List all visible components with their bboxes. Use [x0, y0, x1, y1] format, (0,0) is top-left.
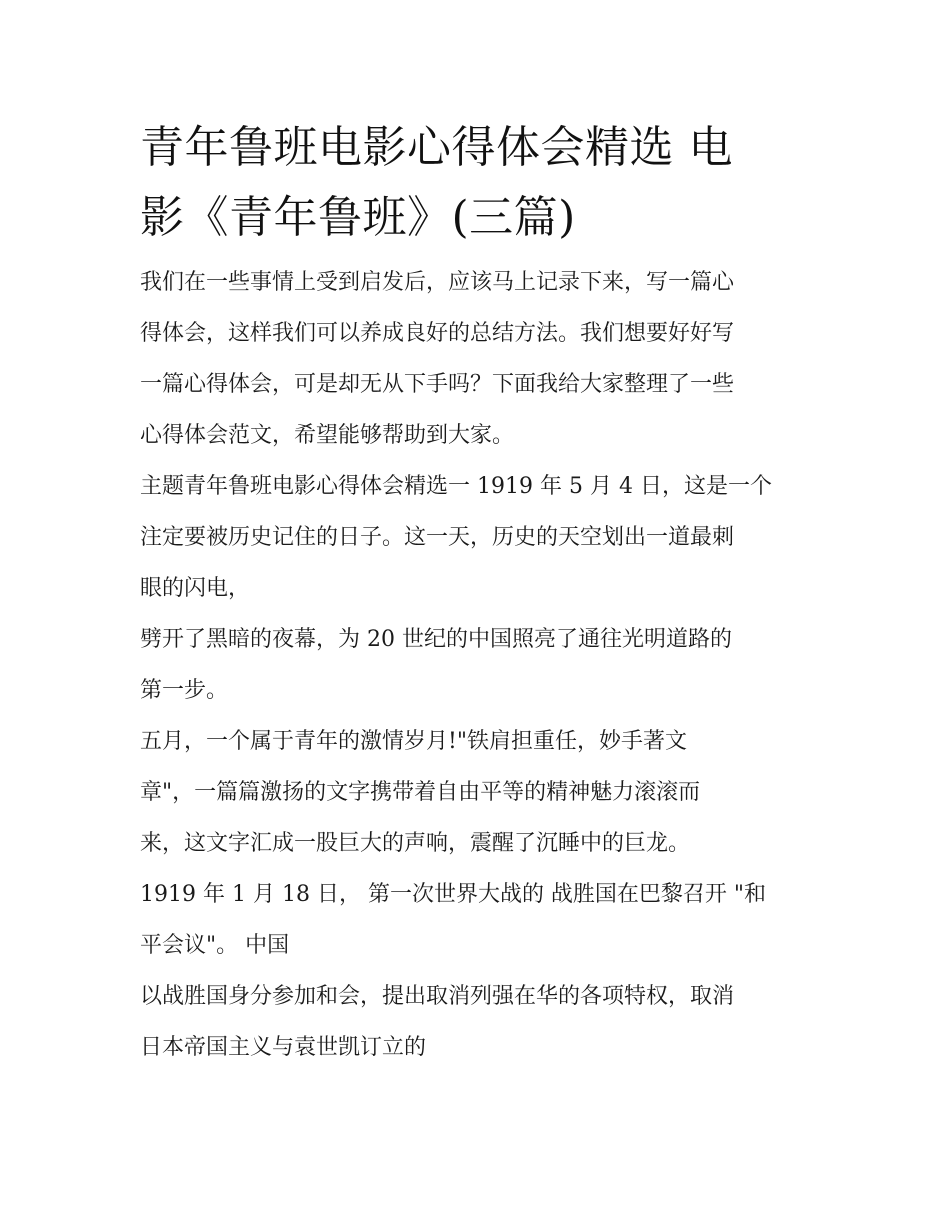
text-line: 注定要被历史记住的日子。这一天，历史的天空划出一道最刺: [140, 525, 735, 550]
text-line: 劈开了黑暗的夜幕，为 20 世纪的中国照亮了通往光明道路的: [140, 627, 732, 652]
text-line: 眼的闪电，: [140, 576, 251, 601]
document-content: [140, 113, 812, 1073]
text-line: 来，这文字汇成一股巨大的声响，震醒了沉睡中的巨龙。: [140, 831, 691, 856]
text-line: 1919 年 1 月 18 日， 第一次世界大战的 战胜国在巴黎召开 "和: [140, 882, 767, 907]
title-line-1: 青年鲁班电影心得体会精选 电: [140, 122, 733, 173]
text-line: 章"，一篇篇激扬的文字携带着自由平等的精神魅力滚滚而: [140, 780, 701, 805]
text-line: 五月，一个属于青年的激情岁月!"铁肩担重任，妙手著文: [140, 729, 687, 754]
text-line: 日本帝国主义与袁世凯订立的: [140, 1035, 427, 1060]
text-line: 心得体会范文，希望能够帮助到大家。: [140, 423, 515, 448]
text-line: 第一步。: [140, 678, 229, 703]
text-line: 我们在一些事情上受到启发后，应该马上记录下来，写一篇心: [140, 270, 735, 295]
text-line: 以战胜国身分参加和会，提出取消列强在华的各项特权，取消: [140, 984, 735, 1009]
text-line: 平会议"。 中国: [140, 933, 290, 958]
text-line: 一篇心得体会，可是却无从下手吗？下面我给大家整理了一些: [140, 372, 735, 397]
title-line-2: 影《青年鲁班》(三篇): [140, 192, 576, 243]
document-body: [140, 257, 812, 1073]
text-line: 主题青年鲁班电影心得体会精选一 1919 年 5 月 4 日，这是一个: [140, 474, 772, 499]
text-line: 得体会，这样我们可以养成良好的总结方法。我们想要好好写: [140, 321, 735, 346]
document-title: [140, 113, 812, 253]
